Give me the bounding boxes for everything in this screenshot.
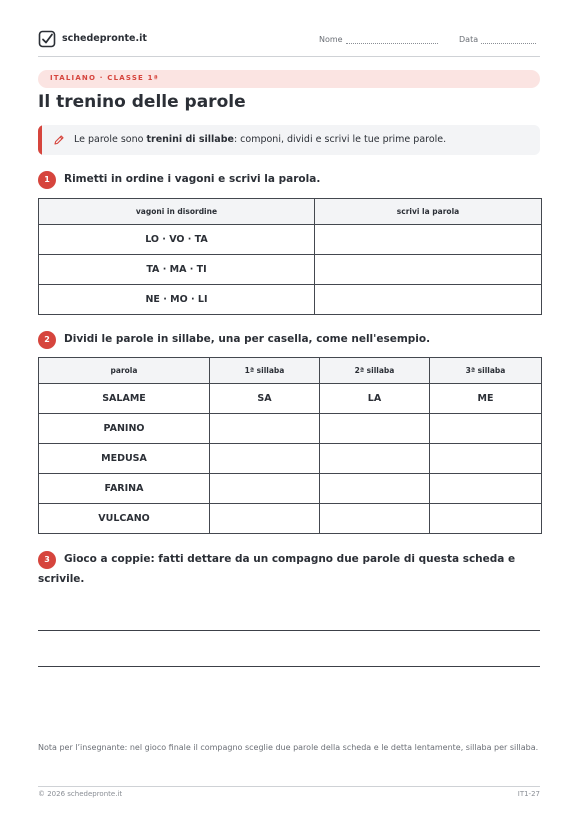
- intro-text: [74, 134, 446, 145]
- brand-name: schedepronte.it: [62, 33, 147, 44]
- page-title: Il trenino delle parole: [38, 92, 246, 112]
- answer-cell[interactable]: [430, 414, 542, 444]
- exercise-3-prompt-line-2: scrivile.: [38, 573, 85, 585]
- table-row: [39, 504, 542, 534]
- answer-cell[interactable]: [430, 444, 542, 474]
- date-field[interactable]: [459, 35, 536, 44]
- exercise1-table-header-cell: scrivi la parola: [315, 199, 542, 225]
- exercise-1-prompt: Rimetti in ordine i vagoni e scrivi la parola.: [64, 173, 321, 185]
- table-cell: FARINA: [39, 474, 210, 504]
- name-label: Nome: [319, 35, 343, 44]
- exercise-number-badge: 3: [38, 551, 56, 569]
- table-row: [39, 414, 542, 444]
- table-row: [39, 474, 542, 504]
- exercise2-table-header-cell: 2ª sillaba: [320, 358, 430, 384]
- table-cell: SALAME: [39, 384, 210, 414]
- intro-box: [38, 125, 540, 155]
- subject-band: [38, 70, 540, 88]
- answer-cell[interactable]: [320, 444, 430, 474]
- answer-cell[interactable]: [320, 414, 430, 444]
- table-cell: PANINO: [39, 414, 210, 444]
- exercise2-table-header-cell: 3ª sillaba: [430, 358, 542, 384]
- header-divider: [38, 56, 540, 57]
- subject-label: ITALIANO · CLASSE 1ª: [50, 74, 159, 82]
- answer-cell[interactable]: [430, 474, 542, 504]
- table-cell: SA: [210, 384, 320, 414]
- exercise2-table-header-cell: 1ª sillaba: [210, 358, 320, 384]
- exercise-3-prompt-line-1: Gioco a coppie: fatti dettare da un compagno due parole di questa scheda e: [64, 553, 516, 565]
- table-row: [39, 444, 542, 474]
- table-cell: VULCANO: [39, 504, 210, 534]
- answer-cell[interactable]: [320, 504, 430, 534]
- exercise-2-table: [38, 357, 542, 534]
- footer-divider: [38, 786, 540, 787]
- name-write-line[interactable]: [346, 35, 438, 44]
- exercise-2-heading: [38, 331, 540, 349]
- page-header: [38, 30, 540, 52]
- intro-accent-bar: [38, 125, 42, 155]
- date-label: Data: [459, 35, 479, 44]
- exercise-3-heading: [38, 551, 540, 591]
- exercise-1-table: [38, 198, 542, 315]
- answer-cell[interactable]: [320, 474, 430, 504]
- writing-line-1[interactable]: [38, 630, 540, 631]
- teacher-note: Nota per l’insegnante: nel gioco finale il compagno sceglie due parole della scheda e le detta lentamente, sillaba per sillaba.: [38, 743, 539, 752]
- footer-copyright: © 2026 schedepronte.it: [38, 790, 123, 798]
- exercise-number-badge: 1: [38, 171, 56, 189]
- intro-text-after: : componi, dividi e scrivi le tue prime parole.: [233, 134, 447, 145]
- exercise-2-prompt: Dividi le parole in sillabe, una per casella, come nell'esempio.: [64, 333, 431, 345]
- answer-cell[interactable]: [430, 504, 542, 534]
- table-cell: TA · MA · TI: [39, 255, 315, 285]
- intro-text-before: Le parole sono: [74, 134, 147, 145]
- date-write-line[interactable]: [481, 35, 536, 44]
- name-field[interactable]: [319, 35, 438, 44]
- intro-text-bold: trenini di sillabe: [146, 134, 234, 145]
- answer-cell[interactable]: [315, 225, 542, 255]
- answer-cell[interactable]: [210, 414, 320, 444]
- exercise2-table-header-cell: parola: [39, 358, 210, 384]
- exercise1-table-header-cell: vagoni in disordine: [39, 199, 315, 225]
- table-row: [39, 225, 542, 255]
- table-row: [39, 285, 542, 315]
- answer-cell[interactable]: [210, 474, 320, 504]
- answer-cell[interactable]: [315, 255, 542, 285]
- table-cell: LA: [320, 384, 430, 414]
- table-cell: ME: [430, 384, 542, 414]
- table-row: [39, 384, 542, 414]
- pencil-icon: [53, 134, 65, 146]
- table-cell: NE · MO · LI: [39, 285, 315, 315]
- exercise-number-badge: 2: [38, 331, 56, 349]
- table-cell: MEDUSA: [39, 444, 210, 474]
- table-row: [39, 255, 542, 285]
- answer-cell[interactable]: [315, 285, 542, 315]
- exercise-1-heading: [38, 171, 540, 189]
- answer-cell[interactable]: [210, 504, 320, 534]
- checkbox-logo-icon: [38, 30, 56, 48]
- table-cell: LO · VO · TA: [39, 225, 315, 255]
- footer-code: IT1-27: [517, 790, 540, 798]
- writing-line-2[interactable]: [38, 666, 540, 667]
- answer-cell[interactable]: [210, 444, 320, 474]
